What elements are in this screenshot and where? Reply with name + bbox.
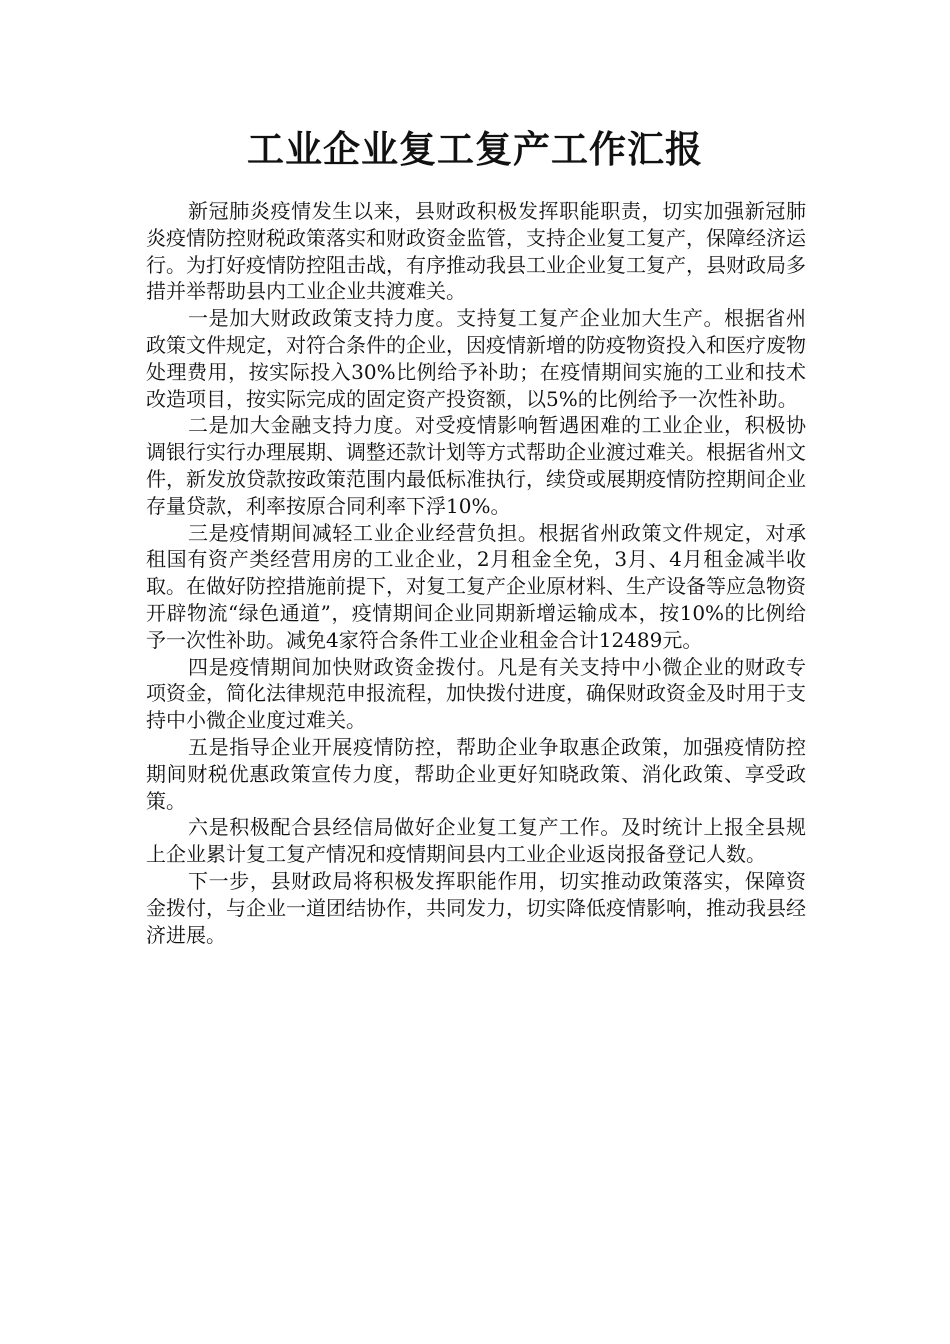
paragraph-fiscal-policy: 一是加大财政政策支持力度。支持复工复产企业加大生产。根据省州政策文件规定，对符合条件的企业，因疫情新增的防疫物资投入和医疗废物处理费用，按实际投入30%比例给予补助；在疫情期间实施的工业和技术改造项目，按实际完成的固定资产投资额，以5%的比例给予一次性补助。 <box>146 306 806 411</box>
paragraph-fund-disbursement: 四是疫情期间加快财政资金拨付。凡是有关支持中小微企业的财政专项资金，简化法律规范申报流程，加快拨付进度，确保财政资金及时用于支持中小微企业度过难关。 <box>146 654 806 733</box>
paragraph-financial-support: 二是加大金融支持力度。对受疫情影响暂遇困难的工业企业，积极协调银行实行办理展期、调整还款计划等方式帮助企业渡过难关。根据省州文件，新发放贷款按政策范围内最低标准执行，续贷或展期疫情防控期间企业存量贷款，利率按原合同利率下浮10%。 <box>146 413 806 518</box>
paragraph-next-steps: 下一步，县财政局将积极发挥职能作用，切实推动政策落实，保障资金拨付，与企业一道团结协作，共同发力，切实降低疫情影响，推动我县经济进展。 <box>146 868 806 947</box>
paragraph-epidemic-guidance: 五是指导企业开展疫情防控，帮助企业争取惠企政策，加强疫情防控期间财税优惠政策宣传力度，帮助企业更好知晓政策、消化政策、享受政策。 <box>146 734 806 813</box>
document-body <box>146 198 806 948</box>
paragraph-cooperation: 六是积极配合县经信局做好企业复工复产工作。及时统计上报全县规上企业累计复工复产情况和疫情期间县内工业企业返岗报备登记人数。 <box>146 815 806 867</box>
document-title: 工业企业复工复产工作汇报 <box>247 128 703 171</box>
paragraph-intro: 新冠肺炎疫情发生以来，县财政积极发挥职能职责，切实加强新冠肺炎疫情防控财税政策落实和财政资金监管，支持企业复工复产，保障经济运行。为打好疫情防控阻击战，有序推动我县工业企业复工复产，县财政局多措并举帮助县内工业企业共渡难关。 <box>146 199 806 304</box>
paragraph-reduce-burden: 三是疫情期间减轻工业企业经营负担。根据省州政策文件规定，对承租国有资产类经营用房的工业企业，2月租金全免，3月、4月租金减半收取。在做好防控措施前提下，对复工复产企业原材料、生产设备等应急物资开辟物流“绿色通道”，疫情期间企业同期新增运输成本，按10%的比例给予一次性补助。减免4家符合条件工业企业租金合计12489元。 <box>146 520 806 652</box>
